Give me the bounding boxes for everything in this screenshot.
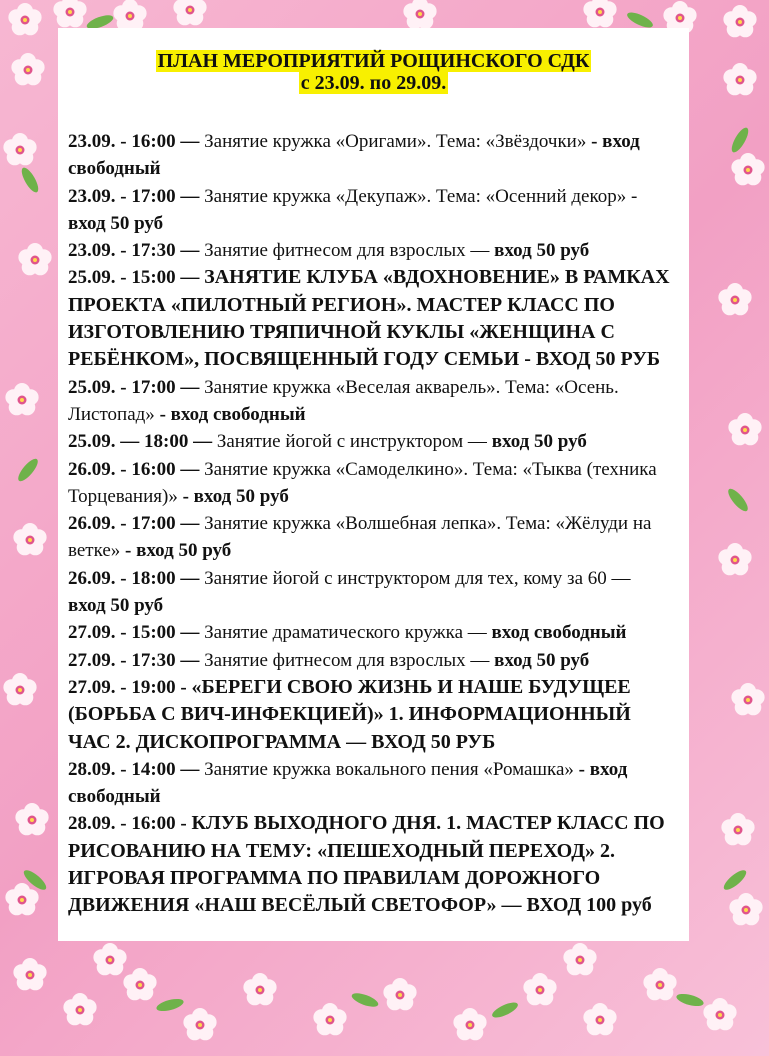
event-separator: -: [175, 676, 192, 698]
event-separator: —: [175, 567, 205, 589]
event-separator: —: [175, 622, 205, 644]
event-entry: [68, 674, 670, 756]
event-description: Занятие кружка «Декупаж». Тема: «Осенний декор» -: [204, 185, 638, 207]
event-entry: [68, 756, 670, 811]
event-entry: [68, 374, 670, 429]
event-entry: [68, 237, 670, 264]
event-entry: [68, 619, 670, 646]
event-fee: - вход 50 руб: [177, 485, 289, 507]
event-separator: —: [175, 185, 205, 207]
event-description: Занятие фитнесом для взрослых —: [204, 240, 490, 262]
event-datetime: 25.09. - 17:00: [68, 376, 176, 398]
event-fee: вход 50 руб: [68, 595, 164, 617]
event-description: Занятие фитнесом для взрослых —: [204, 649, 490, 671]
event-datetime: 27.09. - 15:00: [68, 622, 176, 644]
event-fee: - вход свободный: [154, 403, 306, 425]
event-datetime: 25.09. — 18:00: [68, 431, 189, 453]
event-fee: вход 50 руб: [489, 649, 590, 671]
event-fee: вход 50 руб: [68, 212, 164, 234]
title-block: [58, 50, 689, 94]
event-entry: [68, 428, 670, 455]
poster-sheet: [58, 28, 689, 941]
event-description: Занятие кружка вокального пения «Ромашка»: [204, 758, 574, 780]
event-datetime: 28.09. - 14:00: [68, 758, 176, 780]
event-separator: -: [175, 813, 192, 835]
event-fee: вход 50 руб: [486, 431, 587, 453]
event-entry: [68, 810, 670, 919]
event-separator: —: [175, 376, 205, 398]
event-list: [68, 128, 670, 920]
event-description: Занятие йогой с инструктором —: [216, 431, 487, 453]
event-fee: - вход свободный: [68, 758, 628, 808]
event-entry: [68, 510, 670, 565]
event-separator: —: [175, 513, 205, 535]
event-separator: —: [175, 240, 205, 262]
event-entry: [68, 565, 670, 620]
event-description: Занятие кружка «Самоделкино». Тема: «Тыква (техника Торцевания)»: [68, 458, 657, 507]
event-fee: вход 50 руб: [489, 240, 590, 262]
event-description: Занятие драматического кружка —: [204, 622, 487, 644]
event-highlight-text: КЛУБ ВЫХОДНОГО ДНЯ. 1. МАСТЕР КЛАСС ПО РИСОВАНИЮ НА ТЕМУ: «ПЕШЕХОДНЫЙ ПЕРЕХОД» 2. ИГРОВАЯ ПРОГРАММА ПО ПРАВИЛАМ ДОРОЖНОГО ДВИЖЕНИЯ «НАШ ВЕСЁЛЫЙ СВЕТОФОР» — ВХОД 100 руб: [68, 812, 665, 917]
event-datetime: 26.09. - 17:00: [68, 513, 176, 535]
event-fee: вход свободный: [486, 622, 627, 644]
event-datetime: 28.09. - 16:00: [68, 813, 176, 835]
event-datetime: 23.09. - 16:00: [68, 131, 176, 152]
event-fee: - вход 50 руб: [120, 540, 232, 562]
event-datetime: 27.09. - 17:30: [68, 649, 176, 671]
event-datetime: 27.09. - 19:00: [68, 676, 176, 698]
event-datetime: 23.09. - 17:30: [68, 240, 176, 262]
event-datetime: 23.09. - 17:00: [68, 185, 176, 207]
event-separator: —: [175, 649, 205, 671]
event-highlight-text: «БЕРЕГИ СВОЮ ЖИЗНЬ И НАШЕ БУДУЩЕЕ (БОРЬБА С ВИЧ-ИНФЕКЦИЕЙ)» 1. ИНФОРМАЦИОННЫЙ ЧАС 2. ДИСКОПРОГРАММА — ВХОД 50 РУБ: [68, 675, 631, 753]
event-highlight-text: ЗАНЯТИЕ КЛУБА «ВДОХНОВЕНИЕ» В РАМКАХ ПРОЕКТА «ПИЛОТНЫЙ РЕГИОН». МАСТЕР КЛАСС ПО ИЗГОТОВЛЕНИЮ ТРЯПИЧНОЙ КУКЛЫ «ЖЕНЩИНА С РЕБЁНКОМ», ПОСВЯЩЕННЫЙ ГОДУ СЕМЬИ - ВХОД 50 РУБ: [68, 266, 670, 371]
event-separator: —: [175, 267, 205, 289]
event-entry: [68, 183, 670, 238]
event-entry: [68, 128, 670, 183]
event-datetime: 26.09. - 16:00: [68, 458, 176, 480]
event-datetime: 25.09. - 15:00: [68, 267, 176, 289]
event-entry: [68, 456, 670, 511]
date-range: с 23.09. по 29.09.: [300, 72, 447, 94]
event-fee: - вход свободный: [68, 131, 640, 180]
event-entry: [68, 647, 670, 674]
event-separator: —: [175, 458, 205, 480]
event-description: Занятие йогой с инструктором для тех, кому за 60 —: [204, 567, 631, 589]
event-separator: —: [175, 758, 205, 780]
event-description: Занятие кружка «Оригами». Тема: «Звёздочки»: [204, 131, 587, 152]
event-separator: —: [175, 131, 205, 152]
event-separator: —: [188, 431, 217, 453]
event-description: Занятие кружка «Волшебная лепка». Тема: «Жёлуди на ветке»: [68, 513, 652, 562]
event-description: Занятие кружка «Веселая акварель». Тема: «Осень. Листопад»: [68, 376, 619, 425]
page-title: ПЛАН МЕРОПРИЯТИЙ РОЩИНСКОГО СДК: [157, 50, 590, 72]
event-entry: [68, 264, 670, 373]
event-datetime: 26.09. - 18:00: [68, 567, 176, 589]
